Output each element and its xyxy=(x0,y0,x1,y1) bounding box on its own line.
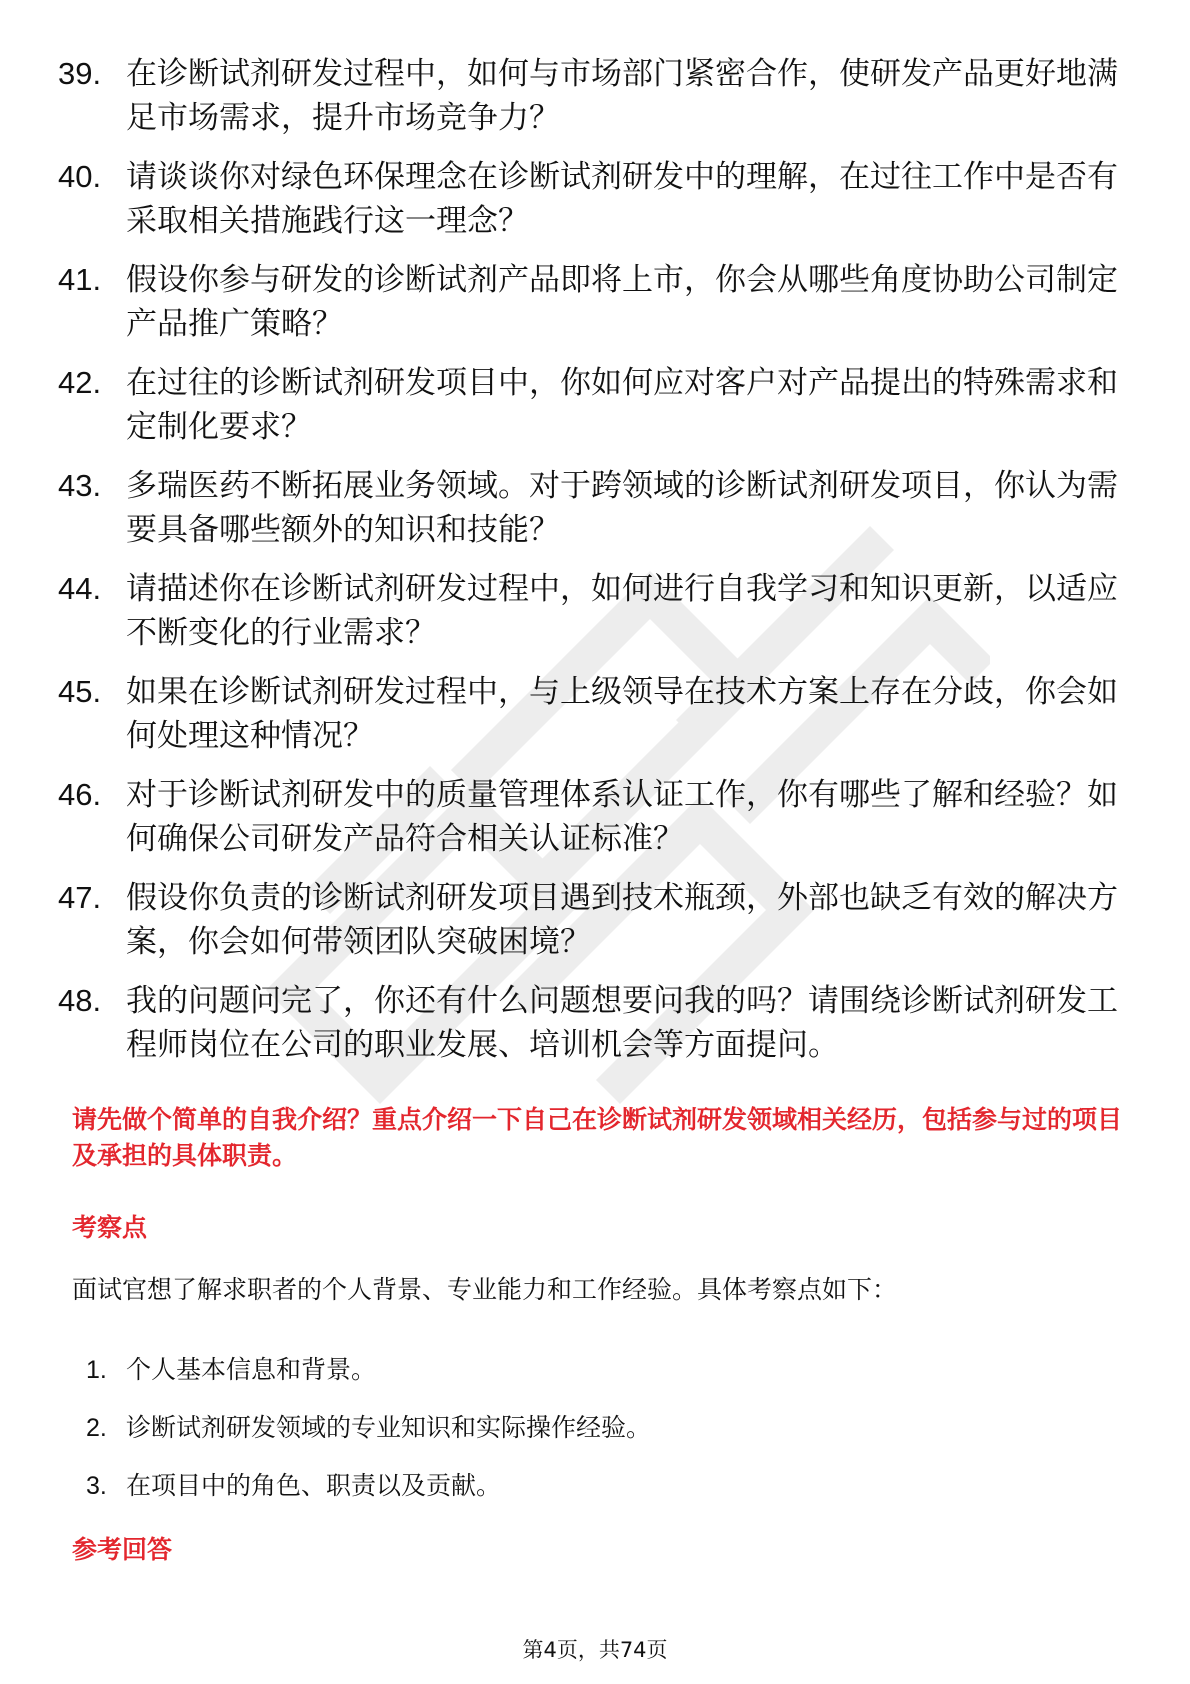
question-text: 多瑞医药不断拓展业务领域。对于跨领域的诊断试剂研发项目，你认为需要具备哪些额外的知识和技能？ xyxy=(126,468,1118,548)
question-item-46 xyxy=(58,773,1133,861)
assessment-point-3 xyxy=(86,1468,651,1504)
assessment-point-1 xyxy=(86,1352,651,1388)
highlight-question: 请先做个简单的自我介绍？重点介绍一下自己在诊断试剂研发领域相关经历，包括参与过的项目及承担的具体职责。 xyxy=(72,1105,1123,1170)
question-item-39 xyxy=(58,52,1133,140)
point-text: 个人基本信息和背景。 xyxy=(126,1355,377,1384)
question-number: 44. xyxy=(58,571,102,606)
question-text: 请描述你在诊断试剂研发过程中，如何进行自我学习和知识更新，以适应不断变化的行业需求？ xyxy=(126,571,1118,651)
question-number: 41. xyxy=(58,262,102,297)
point-number: 3. xyxy=(86,1472,107,1500)
assessment-intro: 面试官想了解求职者的个人背景、专业能力和工作经验。具体考察点如下： xyxy=(72,1275,898,1304)
page-footer: 第4页，共74页 xyxy=(522,1638,668,1662)
point-number: 2. xyxy=(86,1414,107,1442)
question-item-45 xyxy=(58,670,1133,758)
question-text: 我的问题问完了，你还有什么问题想要问我的吗？请围绕诊断试剂研发工程师岗位在公司的职业发展、培训机会等方面提问。 xyxy=(126,983,1118,1063)
question-number: 43. xyxy=(58,468,102,503)
question-item-44 xyxy=(58,567,1133,655)
question-number: 47. xyxy=(58,880,102,915)
question-number: 39. xyxy=(58,56,102,91)
point-text: 诊断试剂研发领域的专业知识和实际操作经验。 xyxy=(126,1413,652,1442)
question-list xyxy=(58,52,1133,1082)
question-text: 对于诊断试剂研发中的质量管理体系认证工作，你有哪些了解和经验？如何确保公司研发产品符合相关认证标准？ xyxy=(126,777,1118,857)
question-number: 45. xyxy=(58,674,102,709)
question-number: 42. xyxy=(58,365,102,400)
point-number: 1. xyxy=(86,1356,107,1384)
question-number: 46. xyxy=(58,777,102,812)
assessment-points xyxy=(86,1352,651,1526)
question-text: 请谈谈你对绿色环保理念在诊断试剂研发中的理解，在过往工作中是否有采取相关措施践行这一理念？ xyxy=(126,159,1118,239)
question-text: 假设你参与研发的诊断试剂产品即将上市，你会从哪些角度协助公司制定产品推广策略？ xyxy=(126,262,1118,342)
question-text: 假设你负责的诊断试剂研发项目遇到技术瓶颈，外部也缺乏有效的解决方案，你会如何带领团队突破困境？ xyxy=(126,880,1118,960)
question-item-42 xyxy=(58,361,1133,449)
question-text: 如果在诊断试剂研发过程中，与上级领导在技术方案上存在分歧，你会如何处理这种情况？ xyxy=(126,674,1118,754)
question-number: 40. xyxy=(58,159,102,194)
question-text: 在过往的诊断试剂研发项目中，你如何应对客户对产品提出的特殊需求和定制化要求？ xyxy=(126,365,1118,445)
point-text: 在项目中的角色、职责以及贡献。 xyxy=(126,1471,502,1500)
question-item-48 xyxy=(58,979,1133,1067)
question-text: 在诊断试剂研发过程中，如何与市场部门紧密合作，使研发产品更好地满足市场需求，提升市场竞争力？ xyxy=(126,56,1118,136)
question-item-41 xyxy=(58,258,1133,346)
question-item-47 xyxy=(58,876,1133,964)
reference-heading: 参考回答 xyxy=(72,1535,173,1564)
question-item-43 xyxy=(58,464,1133,552)
assessment-heading: 考察点 xyxy=(72,1213,148,1242)
assessment-point-2 xyxy=(86,1410,651,1446)
question-number: 48. xyxy=(58,983,102,1018)
question-item-40 xyxy=(58,155,1133,243)
